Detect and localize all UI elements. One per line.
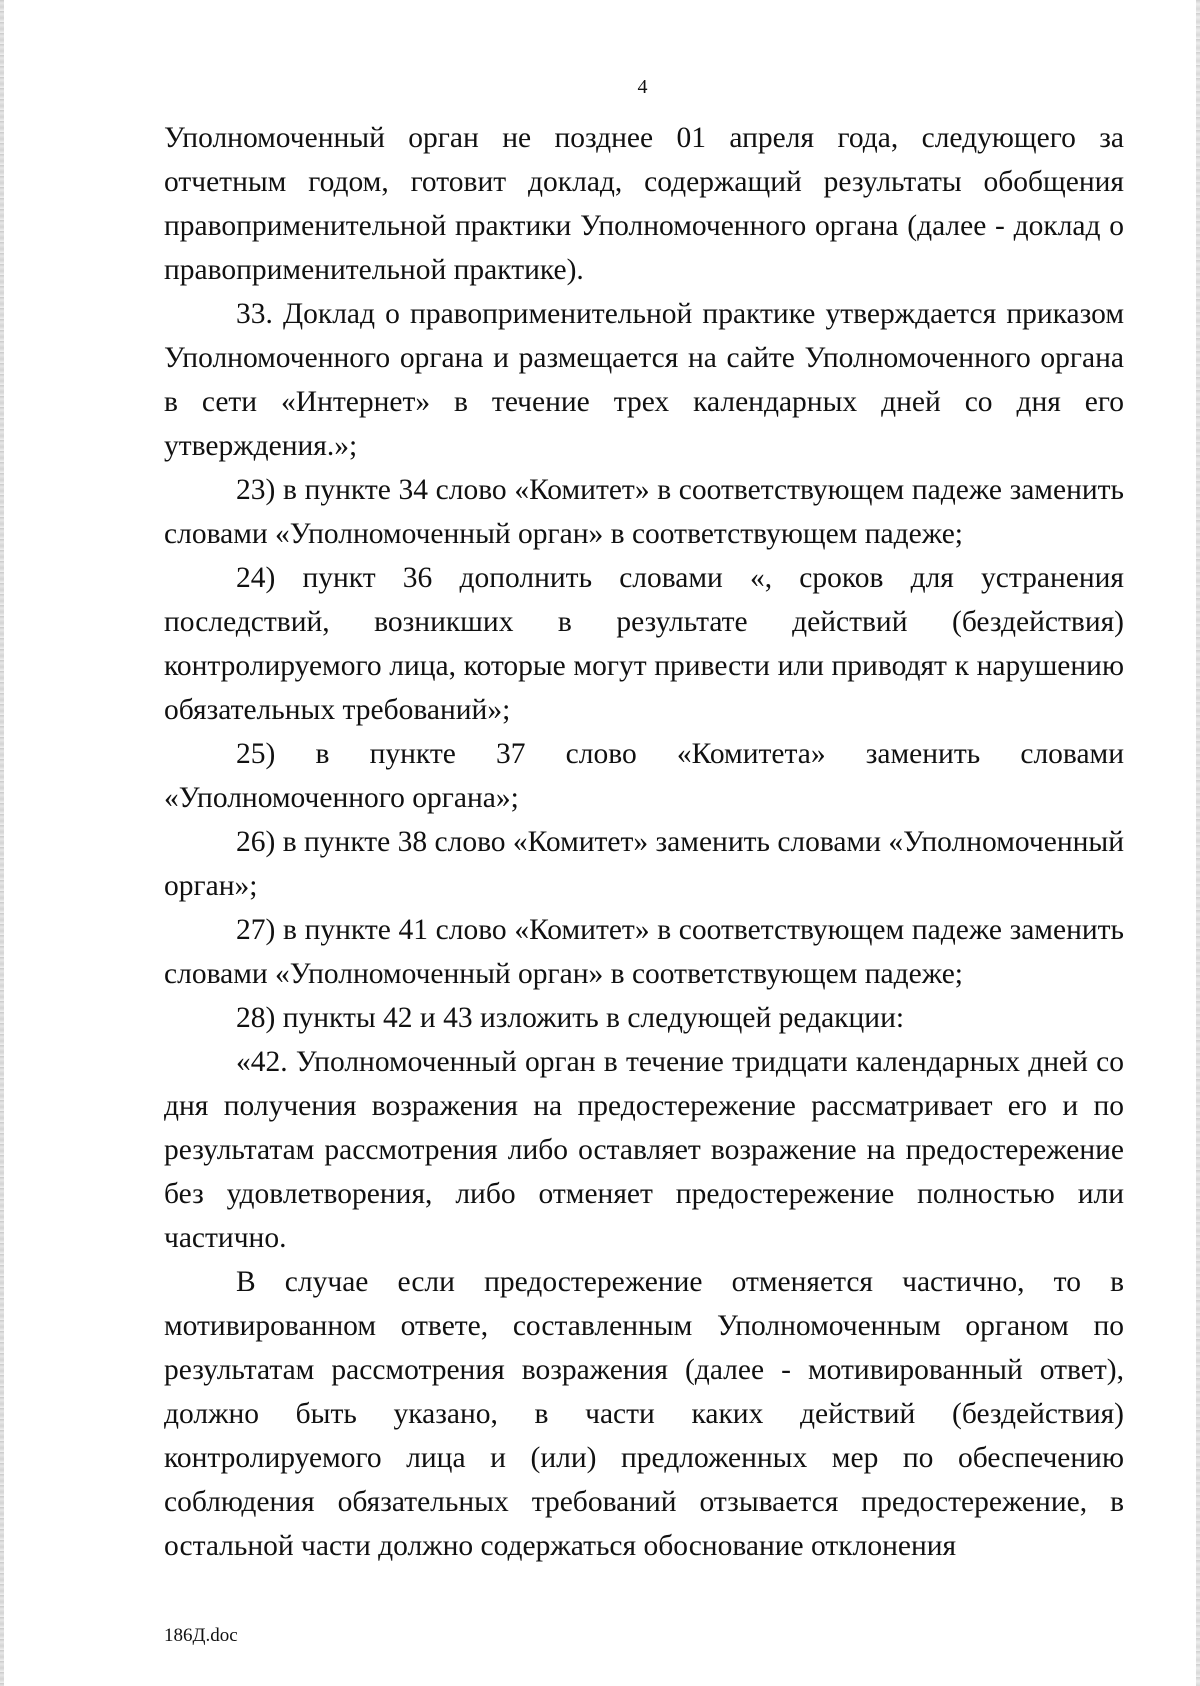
paragraph-amendment-23: 23) в пункте 34 слово «Комитет» в соответствующем падеже заменить словами «Уполномоченный орган» в соответствующем падеже; [164, 474, 1124, 550]
scan-edge-left [0, 0, 4, 1686]
paragraph-amendment-27: 27) в пункте 41 слово «Комитет» в соответствующем падеже заменить словами «Уполномоченный орган» в соответствующем падеже; [164, 914, 1124, 990]
scan-edge-right [1196, 0, 1200, 1686]
paragraph-amendment-28: 28) пункты 42 и 43 изложить в следующей редакции: [236, 1002, 905, 1034]
paragraph-amendment-26: 26) в пункте 38 слово «Комитет» заменить словами «Уполномоченный орган»; [164, 826, 1125, 902]
paragraph-amendment-24: 24) пункт 36 дополнить словами «, сроков для устранения последствий, возникших в результате действий (бездействия) контролируемого лица, которые могут привести или приводят к нарушению обязательных требований»; [164, 562, 1124, 726]
page-number: 4 [637, 76, 648, 98]
paragraph-amendment-25: 25) в пункте 37 слово «Комитета» заменить словами «Уполномоченного органа»; [164, 738, 1124, 814]
paragraph-report-deadline: Уполномоченный орган не позднее 01 апреля года, следующего за отчетным годом, готовит доклад, содержащий результаты обобщения правоприменительной практики Уполномоченного органа (далее - доклад о правоприменительной практике). [164, 122, 1124, 286]
document-body [164, 116, 1124, 1568]
paragraph-item-33: 33. Доклад о правоприменительной практике утверждается приказом Уполномоченного органа и размещается на сайте Уполномоченного органа в сети «Интернет» в течение трех календарных дней со дня его утверждения.»; [164, 298, 1124, 462]
paragraph-partial-cancellation: В случае если предостережение отменяется частично, то в мотивированном ответе, составленным Уполномоченным органом по результатам рассмотрения возражения (далее - мотивированный ответ), должно быть указано, в части каких действий (бездействия) контролируемого лица и (или) предложенных мер по обеспечению соблюдения обязательных требований отзывается предостережение, в остальной части должно содержаться обоснование отклонения [164, 1266, 1124, 1562]
footer-filename: 186Д.doc [164, 1625, 238, 1646]
paragraph-item-42: «42. Уполномоченный орган в течение тридцати календарных дней со дня получения возражения на предостережение рассматривает его и по результатам рассмотрения либо оставляет возражение на предостережение без удовлетворения, либо отменяет предостережение полностью или частично. [164, 1046, 1124, 1254]
